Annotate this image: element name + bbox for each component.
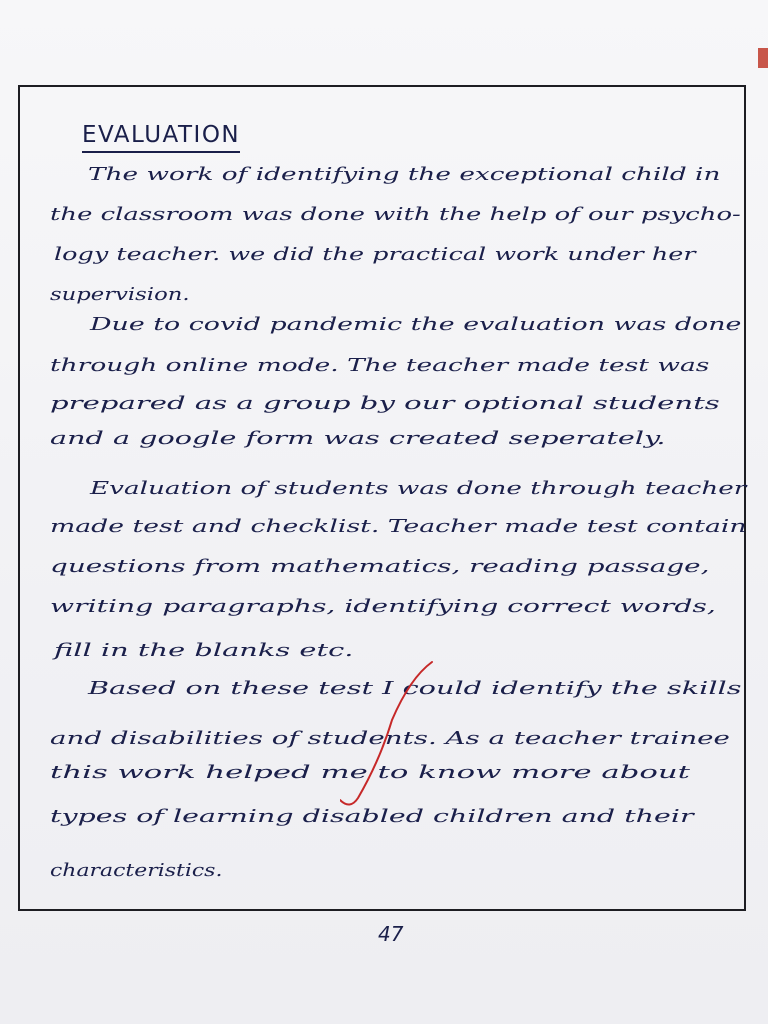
text-line: this work helped me to know more about: [50, 762, 691, 783]
text-line: supervision.: [50, 284, 190, 305]
text-line: types of learning disabled children and their: [50, 806, 694, 827]
text-line: through online mode. The teacher made test was: [50, 355, 710, 376]
check-mark-stroke: [340, 662, 432, 805]
text-line: logy teacher. we did the practical work under her: [54, 244, 696, 265]
text-line: made test and checklist. Teacher made test contain: [50, 516, 747, 537]
text-line: and disabilities of students. As a teacher trainee: [50, 728, 730, 749]
red-page-edge: [758, 48, 768, 68]
text-line: Evaluation of students was done through teacher: [90, 478, 747, 499]
text-line: characteristics.: [50, 860, 223, 881]
red-check-mark: [340, 660, 440, 810]
text-line: and a google form was created seperately.: [50, 428, 666, 449]
text-line: fill in the blanks etc.: [54, 640, 354, 661]
text-line: Due to covid pandemic the evaluation was done: [90, 314, 742, 335]
text-line: prepared as a group by our optional students: [50, 393, 720, 414]
page-number: 47: [378, 922, 404, 946]
text-line: questions from mathematics, reading passage,: [50, 556, 710, 577]
text-line: The work of identifying the exceptional child in: [88, 164, 721, 185]
text-line: the classroom was done with the help of our psycho-: [50, 204, 741, 225]
page-heading: EVALUATION: [82, 122, 240, 153]
text-line: Based on these test I could identify the skills: [88, 678, 742, 699]
text-line: writing paragraphs, identifying correct words,: [50, 596, 716, 617]
